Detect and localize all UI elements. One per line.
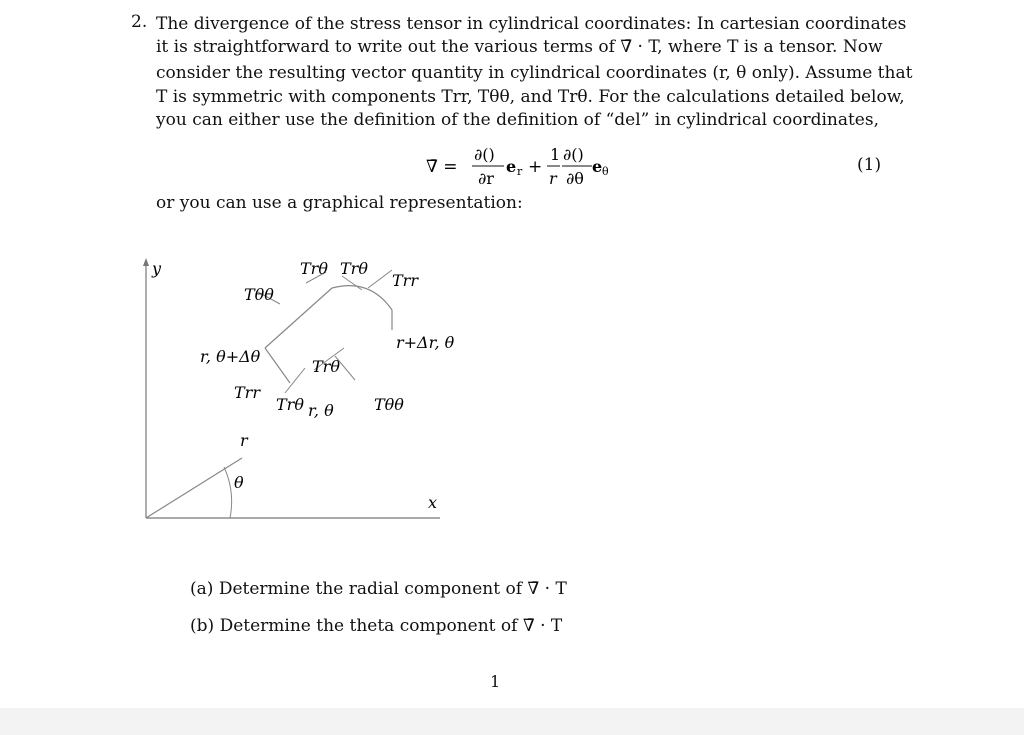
stress-element-diagram: [130, 248, 460, 528]
theta-label: θ: [234, 473, 244, 492]
graphical-lead-in: or you can use a graphical representation:: [156, 193, 523, 213]
theta-arc: [224, 467, 232, 518]
statement-line-5: you can either use the definition of the definition of “del” in cylindrical coordinates,: [156, 110, 879, 130]
eq-term2-denominator: ∂θ: [566, 169, 584, 188]
eq-etheta-subscript: θ: [602, 165, 609, 178]
question-a-text: Determine the radial component of ∇̄ · T: [218, 579, 567, 599]
trtheta-bottom-label: Trθ: [276, 395, 304, 414]
eq-coef-numerator: 1: [550, 145, 561, 164]
eq-coef-denominator: r: [549, 169, 557, 188]
eq-term1-denominator: ∂r: [478, 169, 494, 188]
trr-bottom-label: Trr: [234, 383, 260, 402]
statement-line-4: T is symmetric with components Trr, Tθθ, and Trθ. For the calculations detailed below,: [156, 87, 905, 107]
ttt-right-label: Tθθ: [374, 395, 404, 414]
eq-plus: +: [528, 157, 543, 177]
trtheta-top-label-b: Trθ: [340, 259, 368, 278]
corner-top-left-label: r, θ+Δθ: [200, 347, 261, 366]
eq-term2-numerator: ∂(): [563, 145, 584, 164]
trtheta-mid-label: Trθ: [312, 357, 340, 376]
eq-er-vector: e: [506, 157, 517, 176]
question-a-label: (a): [190, 579, 214, 599]
eq-er-subscript: r: [517, 165, 523, 178]
eq-term1-numerator: ∂(): [474, 145, 495, 164]
question-b: [190, 616, 562, 636]
statement-line-2: it is straightforward to write out the various terms of ∇̄ · T, where T is a tensor. Now: [156, 37, 883, 57]
statement-line-1: The divergence of the stress tensor in cylindrical coordinates: In cartesian coordinates: [156, 14, 907, 34]
element-top-edge: [332, 286, 392, 310]
element-left-edge: [265, 288, 332, 348]
trr-top-label: Trr: [392, 271, 418, 290]
corner-bottom-label: r, θ: [308, 401, 334, 420]
corner-right-label: r+Δr, θ: [396, 333, 455, 352]
trr-top-arrow: [368, 270, 392, 288]
y-axis-arrow-icon: [143, 258, 149, 266]
trtheta-top-label-a: Trθ: [300, 259, 328, 278]
bottom-scroll-strip: [0, 708, 1024, 735]
statement-line-3: consider the resulting vector quantity in cylindrical coordinates (r, θ only). Assume that: [156, 63, 913, 83]
eq-lhs: ∇̄ =: [426, 157, 458, 177]
question-b-label: (b): [190, 616, 215, 636]
ttt-left-label: Tθθ: [244, 285, 274, 304]
radial-line: [146, 458, 242, 518]
element-lower-left-edge: [265, 348, 290, 383]
del-equation: [420, 143, 620, 189]
problem-number: 2.: [131, 12, 148, 32]
r-label: r: [240, 431, 248, 450]
y-axis-label: y: [152, 259, 162, 278]
page-number: 1: [490, 672, 501, 691]
equation-number: (1): [857, 155, 882, 175]
eq-etheta-vector: e: [592, 157, 603, 176]
trtheta-top-arrow-2: [342, 276, 362, 290]
question-b-text: Determine the theta component of ∇̄ · T: [219, 616, 563, 636]
x-axis-label: x: [428, 493, 438, 512]
question-a: [190, 579, 567, 599]
